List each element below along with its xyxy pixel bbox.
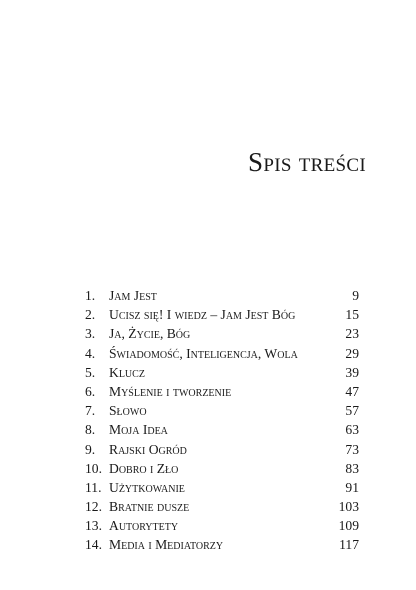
toc-entry-title: Bratnie dusze: [109, 499, 190, 515]
toc-entry-page: 73: [345, 441, 359, 457]
toc-entry-number: 6.: [85, 383, 96, 399]
toc-entry-number: 7.: [85, 403, 96, 419]
toc-entry-number: 5.: [85, 364, 96, 380]
toc-entry-number: 9.: [85, 441, 96, 457]
toc-entry-title: Jam Jest: [109, 288, 157, 303]
toc-entry-page: 103: [338, 499, 359, 515]
toc-entry-number: 10.: [85, 460, 102, 476]
toc-entry: [85, 324, 359, 343]
toc-entry-page: 47: [345, 383, 359, 399]
toc-entry-page: 9: [352, 288, 359, 303]
toc-entry-title: Klucz: [109, 364, 145, 380]
page-title: Spis treści: [248, 147, 366, 177]
toc-entry: [85, 382, 359, 401]
toc-entry-number: 2.: [85, 307, 96, 323]
toc-entry: [85, 497, 359, 516]
toc-entry-title: Media i Mediatorzy: [109, 537, 224, 553]
toc-entry: [85, 344, 359, 363]
toc-entry: [85, 478, 359, 497]
toc-entry-number: 14.: [85, 537, 102, 553]
toc-entry: [85, 459, 359, 478]
toc-entry: [85, 305, 359, 324]
toc-entry-page: 83: [345, 460, 359, 476]
toc-entry-title: Autorytety: [109, 518, 179, 534]
toc-entry-number: 8.: [85, 422, 96, 438]
toc-entry: [85, 420, 359, 439]
toc-entry-number: 1.: [85, 288, 96, 303]
toc-entry: [85, 516, 359, 535]
toc-entry: [85, 401, 359, 420]
toc-entry-page: 15: [345, 307, 359, 323]
toc-entry: [85, 535, 359, 554]
toc-entry-title: Rajski Ogród: [109, 441, 187, 457]
toc-entry-title: Dobro i Zło: [109, 460, 179, 476]
toc-entry: [85, 363, 359, 382]
toc-entry-title: Ucisz się! I wiedz – Jam Jest Bóg: [109, 307, 296, 323]
toc-entry-number: 12.: [85, 499, 102, 515]
toc-entry-page: 23: [345, 326, 359, 342]
toc-entry-title: Ja, Życie, Bóg: [109, 326, 191, 342]
toc-entry-page: 117: [339, 537, 359, 553]
toc-entry-title: Użytkowanie: [109, 479, 185, 495]
toc-entry-title: Moja Idea: [109, 422, 168, 438]
toc-entry-page: 91: [345, 479, 359, 495]
toc-entry-number: 13.: [85, 518, 102, 534]
toc-entry-number: 11.: [85, 479, 102, 495]
toc-entry-title: Myślenie i tworzenie: [109, 383, 232, 399]
toc-entry-page: 57: [345, 403, 359, 419]
toc-entry: [85, 286, 359, 305]
toc-entry-page: 63: [345, 422, 359, 438]
toc-entry-number: 4.: [85, 345, 96, 361]
toc-entry-number: 3.: [85, 326, 96, 342]
toc-entry: [85, 440, 359, 459]
toc-entry-page: 109: [338, 518, 359, 534]
toc-entry-page: 29: [345, 345, 359, 361]
table-of-contents: [85, 286, 359, 555]
toc-entry-title: Świadomość, Inteligencja, Wola: [109, 345, 298, 361]
toc-entry-page: 39: [345, 364, 359, 380]
toc-entry-title: Słowo: [109, 403, 147, 419]
